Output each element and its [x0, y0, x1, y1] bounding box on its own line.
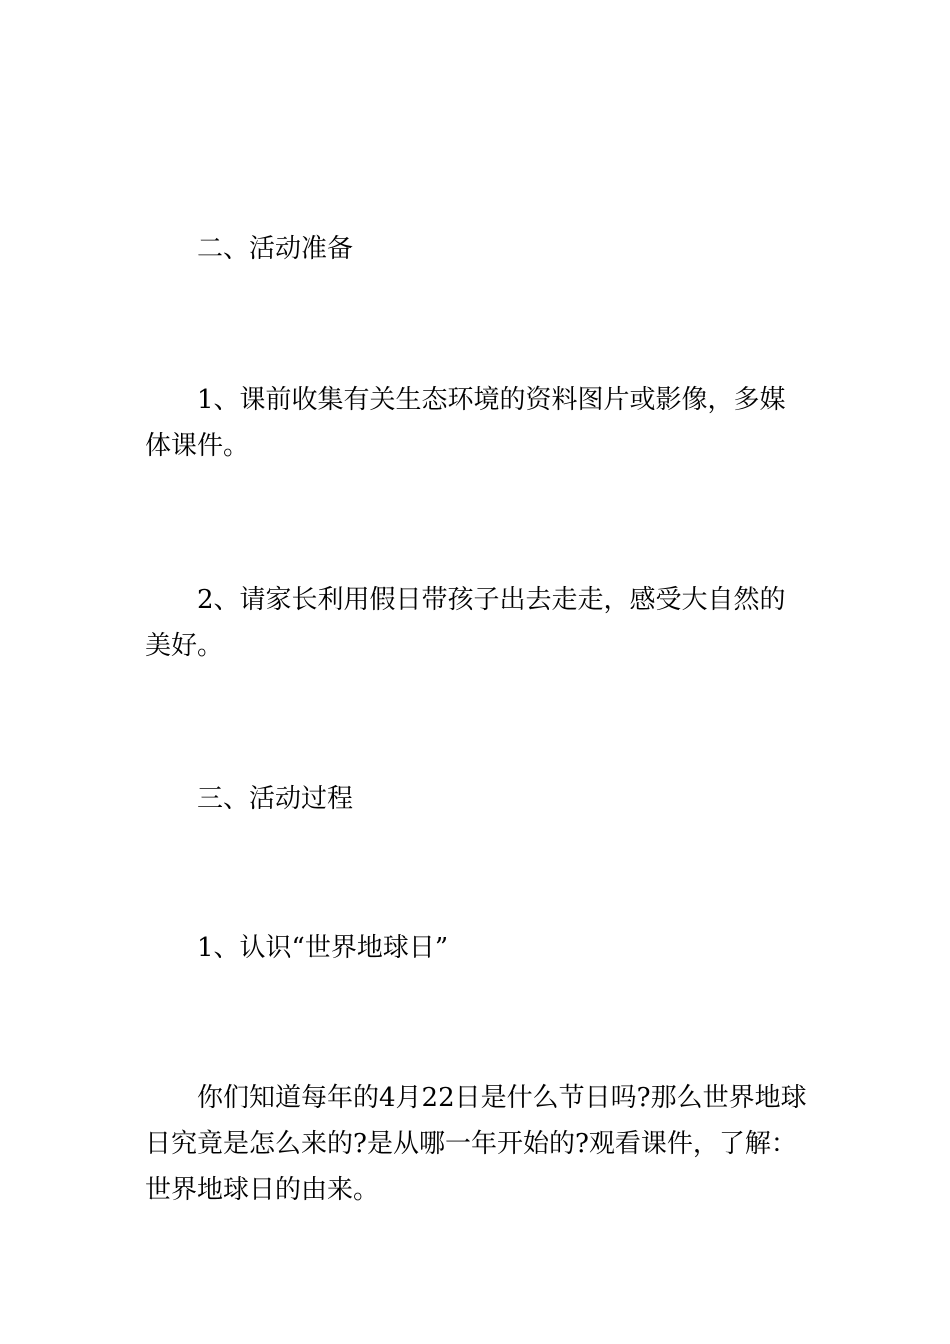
process-step-1-heading: 1、认识“世界地球日”	[197, 933, 449, 963]
process-step-1-body: 你们知道每年的4月22日是什么节日吗?那么世界地球日究竟是怎么来的?是从哪一年开始的?观看课件，了解：世界地球日的由来。	[145, 1083, 807, 1205]
preparation-item-1: 1、课前收集有关生态环境的资料图片或影像，多媒体课件。	[145, 385, 786, 461]
preparation-item-2: 2、请家长利用假日带孩子出去走走，感受大自然的美好。	[145, 585, 786, 661]
section-heading-process: 三、活动过程	[197, 784, 354, 814]
section-heading-preparation: 二、活动准备	[197, 234, 354, 264]
